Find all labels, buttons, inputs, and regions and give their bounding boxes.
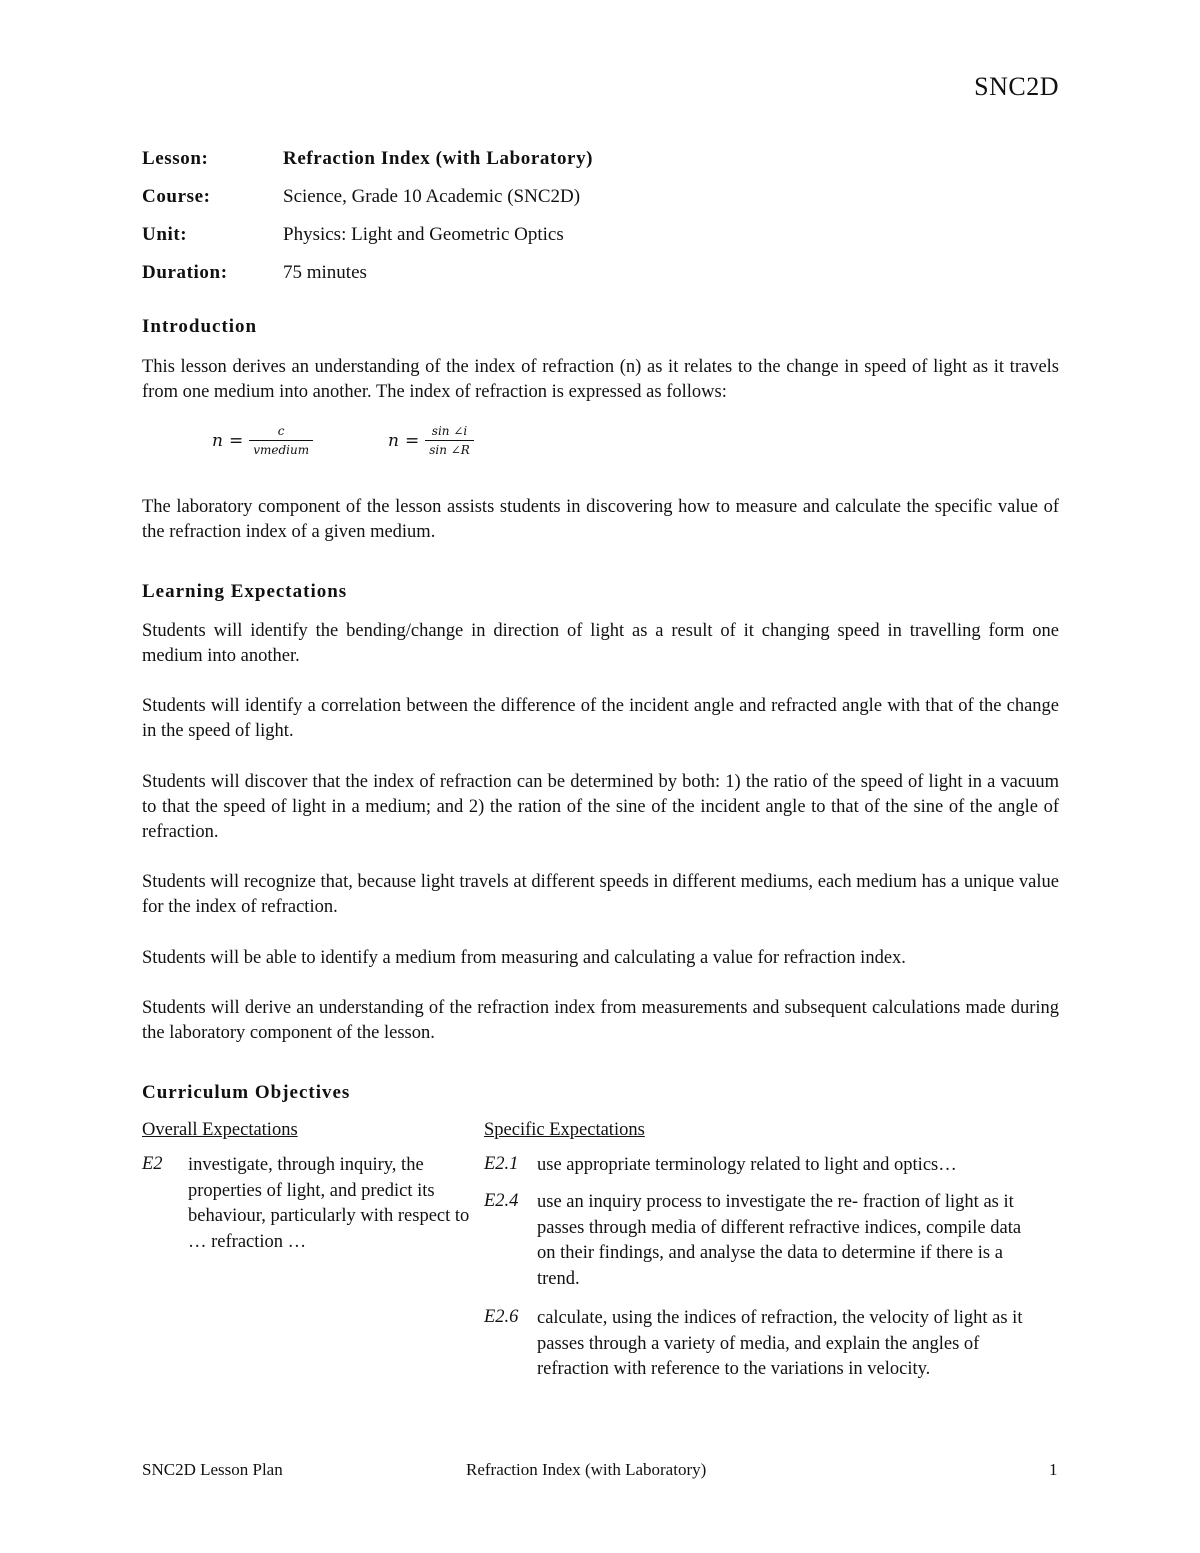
specific-text: calculate, using the indices of refraction, the velocity of light as it passes through a variety of media, and explain the angles of refraction with reference to the variations in velocity. <box>537 1308 1023 1379</box>
formula-sine-denominator: sin ∠R <box>425 440 474 457</box>
formula-speed-lhs: n <box>212 430 223 451</box>
formula-speed-denominator: vmedium <box>249 440 313 457</box>
meta-row-course <box>142 178 1062 216</box>
learning-item: Students will identify the bending/change in direction of light as a result of it changing speed in travelling form one medium into another. <box>142 621 1059 666</box>
specific-code: E2.4 <box>484 1191 519 1211</box>
formula-speed-fraction <box>249 424 313 457</box>
footer-left: SNC2D Lesson Plan <box>142 1460 283 1479</box>
introduction-heading: Introduction <box>142 316 258 337</box>
formula-sine <box>388 424 474 457</box>
footer-center: Refraction Index (with Laboratory) <box>466 1460 707 1479</box>
specific-code: E2.1 <box>484 1154 519 1174</box>
duration-value: 75 minutes <box>283 262 367 283</box>
specific-expectations-heading: Specific Expectations <box>484 1120 645 1140</box>
formula-speed-equals: = <box>228 430 244 451</box>
learning-item: Students will identify a correlation between the difference of the incident angle and refracted angle with that of the change in the speed of light. <box>142 696 1059 741</box>
overall-text: investigate, through inquiry, the properties of light, and predict its behaviour, particularly with respect to … refraction … <box>188 1155 470 1252</box>
curriculum-objectives-heading: Curriculum Objectives <box>142 1082 351 1103</box>
unit-label: Unit: <box>142 224 188 245</box>
course-label: Course: <box>142 186 211 207</box>
formula-speed <box>212 424 313 457</box>
formula-sine-lhs: n <box>388 430 399 451</box>
meta-row-lesson <box>142 140 1062 178</box>
header-course-code: SNC2D <box>974 72 1059 101</box>
meta-row-unit <box>142 216 1062 254</box>
laboratory-paragraph: The laboratory component of the lesson assists students in discovering how to measure and calculate the specific value of the refraction index of a given medium. <box>142 497 1059 542</box>
duration-label: Duration: <box>142 262 228 283</box>
specific-text: use an inquiry process to investigate the re- fraction of light as it passes through media of different refractive indices, compile data on their findings, and analyse the data to determine if there is a trend. <box>537 1192 1022 1289</box>
specific-code: E2.6 <box>484 1307 519 1327</box>
formula-sine-fraction <box>425 424 474 457</box>
formula-sine-equals: = <box>404 430 420 451</box>
unit-value: Physics: Light and Geometric Optics <box>283 224 564 245</box>
formula-sine-numerator: sin ∠i <box>431 424 468 438</box>
learning-item: Students will recognize that, because light travels at different speeds in different mediums, each medium has a unique value for the index of refraction. <box>142 872 1059 917</box>
lesson-value: Refraction Index (with Laboratory) <box>283 148 594 169</box>
introduction-paragraph: This lesson derives an understanding of the index of refraction (n) as it relates to the change in speed of light as it travels from one medium into another. The index of refraction is expressed as follows: <box>142 357 1059 402</box>
specific-text: use appropriate terminology related to light and optics… <box>537 1155 957 1175</box>
learning-item: Students will derive an understanding of the refraction index from measurements and subsequent calculations made during the laboratory component of the lesson. <box>142 998 1059 1043</box>
overall-expectations-heading: Overall Expectations <box>142 1120 298 1140</box>
lesson-meta <box>142 140 1062 292</box>
meta-row-duration <box>142 254 1062 292</box>
course-value: Science, Grade 10 Academic (SNC2D) <box>283 186 581 207</box>
learning-item: Students will discover that the index of refraction can be determined by both: 1) the ratio of the speed of light in a vacuum to that the speed of light in a medium; and 2) the ration of the sine of the incident angle to that of the sine of the angle of refraction. <box>142 772 1059 842</box>
lesson-label: Lesson: <box>142 148 209 169</box>
formula-speed-numerator: c <box>277 424 285 438</box>
learning-expectations-heading: Learning Expectations <box>142 581 348 602</box>
footer-page-number: 1 <box>1049 1460 1058 1479</box>
learning-item: Students will be able to identify a medium from measuring and calculating a value for refraction index. <box>142 948 906 968</box>
overall-code: E2 <box>142 1154 163 1174</box>
